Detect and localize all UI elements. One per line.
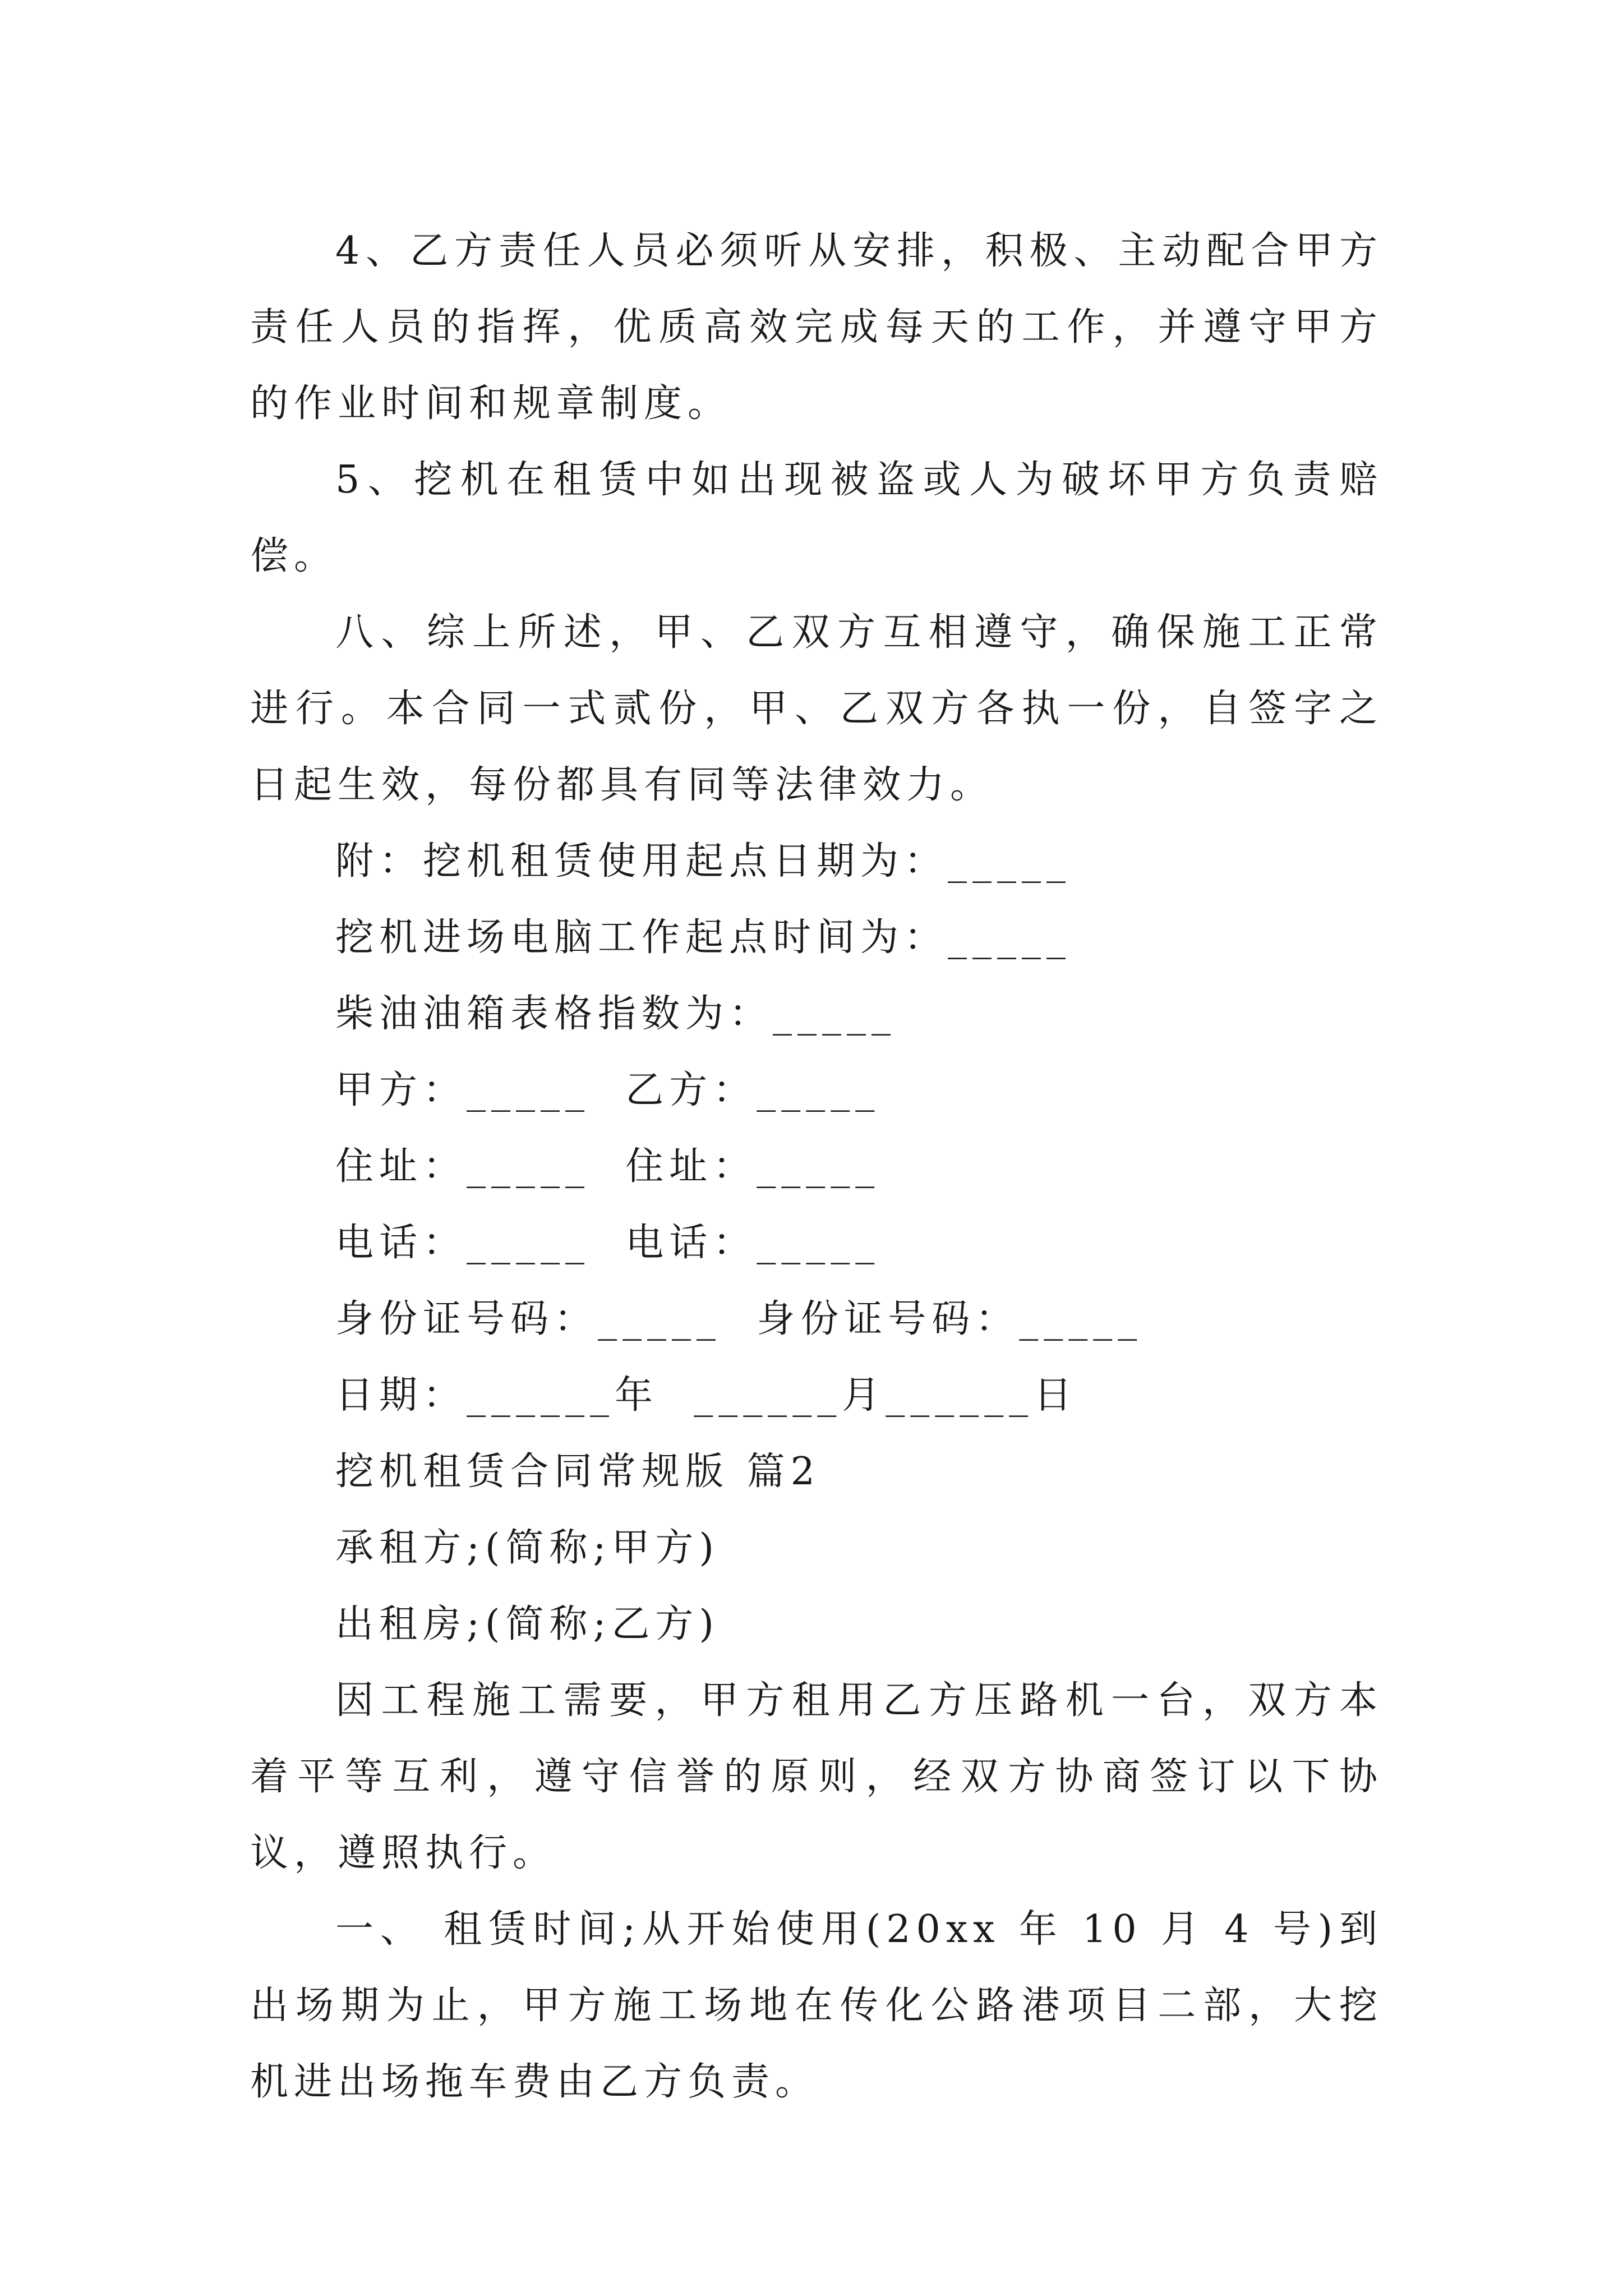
clause-8-paragraph: 八、综上所述，甲、乙双方互相遵守，确保施工正常进行。本合同一式贰份，甲、乙双方各执一份，自签字之日起生效，每份都具有同等法律效力。 xyxy=(250,610,1383,807)
lessor-line: 出租房;(简称;乙方) xyxy=(335,1602,720,1646)
document-body xyxy=(250,213,1383,2120)
section-2-item-1-paragraph: 一、 租赁时间;从开始使用(20xx 年 10 月 4 号)到出场期为止，甲方施工场地在传化公路港项目二部，大挖机进出场拖车费由乙方负责。 xyxy=(250,1907,1383,2104)
section-2-intro-paragraph: 因工程施工需要，甲方租用乙方压路机一台，双方本着平等互利，遵守信誉的原则，经双方协商签订以下协议，遵照执行。 xyxy=(250,1678,1383,1875)
signature-phones: 电话：_____ 电话：_____ xyxy=(335,1221,880,1265)
signature-id-numbers: 身份证号码：_____ 身份证号码：_____ xyxy=(335,1297,1143,1341)
appendix-start-date: 附：挖机租赁使用起点日期为：_____ xyxy=(335,839,1072,884)
clause-5-paragraph: 5、挖机在租赁中如出现被盗或人为破坏甲方负责赔偿。 xyxy=(250,458,1383,578)
signature-addresses: 住址：_____ 住址：_____ xyxy=(335,1144,880,1189)
clause-4-paragraph: 4、乙方责任人员必须听从安排，积极、主动配合甲方责任人员的指挥，优质高效完成每天的工作，并遵守甲方的作业时间和规章制度。 xyxy=(250,229,1383,426)
appendix-computer-time: 挖机进场电脑工作起点时间为：_____ xyxy=(335,915,1072,960)
appendix-fuel-index: 柴油油箱表格指数为：_____ xyxy=(335,992,897,1036)
signature-parties: 甲方：_____ 乙方：_____ xyxy=(335,1068,880,1112)
section-2-heading: 挖机租赁合同常规版 篇2 xyxy=(335,1450,820,1494)
lessee-line: 承租方;(简称;甲方) xyxy=(335,1526,720,1570)
signature-date: 日期：______年 ______月______日 xyxy=(335,1373,1078,1418)
